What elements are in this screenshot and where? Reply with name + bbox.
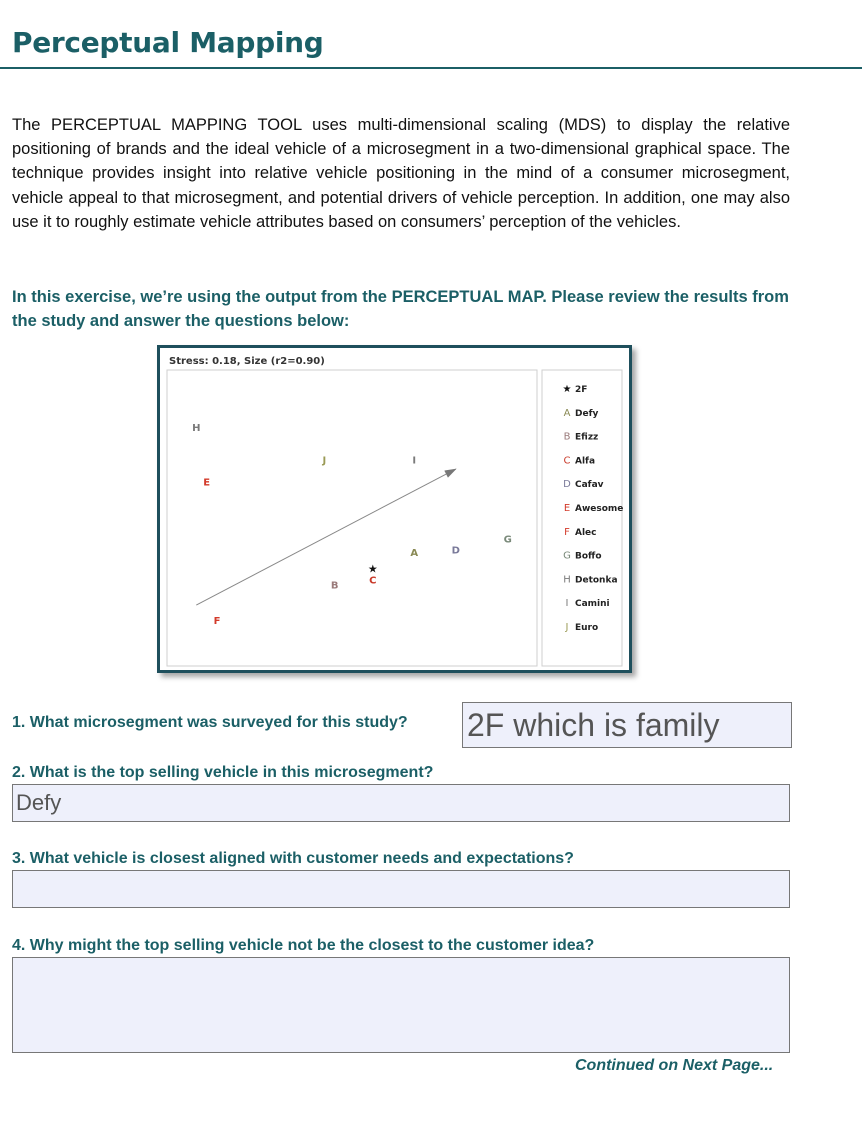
legend-label-2f: 2F [575,385,588,395]
legend-label-defy: Defy [575,408,599,419]
page-title: Perceptual Mapping [12,26,324,59]
answer-2-field[interactable]: Defy [12,784,790,822]
map-point-c: C [369,575,377,587]
legend-label-awesome: Awesome [575,504,624,514]
legend-symbol-alfa: C [563,455,571,467]
map-point-i: I [412,455,417,467]
answer-4-field[interactable] [12,957,790,1053]
legend-label-alec: Alec [575,527,597,538]
legend-symbol-detonka: H [563,574,571,586]
legend-label-efizz: Efizz [575,432,599,443]
answer-1-field[interactable]: 2F which is family [462,702,792,748]
legend-symbol-boffo: G [563,550,571,562]
legend-label-detonka: Detonka [575,575,618,586]
question-1: 1. What microsegment was surveyed for this study? [12,714,408,731]
preference-vector [196,469,456,605]
exercise-instructions: In this exercise, we’re using the output from the PERCEPTUAL MAP. Please review the results from the study and answer the questions below: [12,288,789,330]
legend-symbol-awesome: E [563,503,571,514]
title-divider [0,67,862,69]
perceptual-map-chart [160,348,629,670]
chart-title: Stress: 0.18, Size (r2=0.90) [169,356,325,367]
question-4: 4. Why might the top selling vehicle not be the closest to the customer idea? [12,937,595,954]
map-point-h: H [192,422,201,434]
legend-symbol-defy: A [563,407,571,419]
map-point-j: J [322,455,327,467]
map-point-b: B [330,580,339,592]
map-point-g: G [503,534,512,546]
answer-3-field[interactable] [12,870,790,908]
map-point-d: D [451,545,460,557]
legend-symbol-camini: I [565,598,569,610]
map-point-f: F [213,616,221,628]
legend-symbol-2f: ★ [562,384,572,395]
map-point-a: A [410,548,419,560]
legend-label-boffo: Boffo [575,551,602,562]
continued-note: Continued on Next Page... [575,1057,774,1074]
plot-area [167,370,537,666]
legend-label-alfa: Alfa [575,456,596,467]
legend-symbol-efizz: B [563,431,571,443]
legend-label-camini: Camini [575,599,610,610]
map-point-e: E [203,477,211,489]
legend-label-cafav: Cafav [575,480,604,491]
legend-symbol-cafav: D [563,479,571,491]
perceptual-map-figure [157,345,632,673]
legend-symbol-alec: F [564,526,570,538]
ideal-point-star: ★ [367,562,378,576]
intro-paragraph: The PERCEPTUAL MAPPING TOOL uses multi-dimensional scaling (MDS) to display the relative positioning of brands and the ideal vehicle of a microsegment in a two-dimensional graphical space. The technique provides insight into relative vehicle positioning in the mind of a consumer microsegment, vehicle appeal to that microsegment, and potential drivers of vehicle perception. In addition, one may also use it to roughly estimate vehicle attributes based on consumers’ perception of the vehicles. [12,116,790,231]
legend-label-euro: Euro [575,623,599,633]
question-3: 3. What vehicle is closest aligned with customer needs and expectations? [12,850,574,867]
legend-symbol-euro: J [565,622,569,633]
question-2: 2. What is the top selling vehicle in this microsegment? [12,764,434,781]
